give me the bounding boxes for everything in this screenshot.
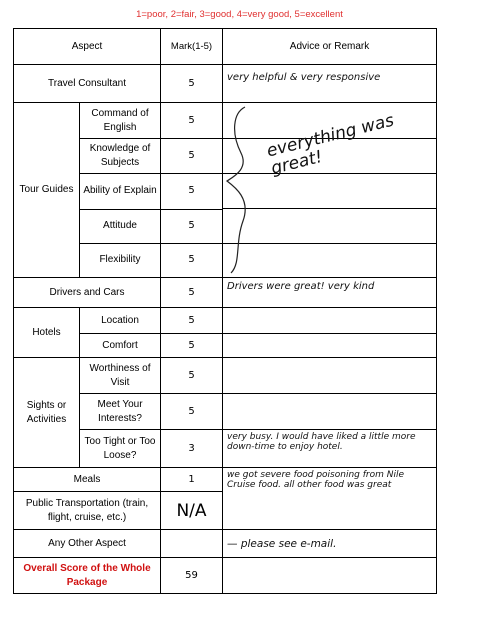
meals-row	[14, 468, 437, 492]
interests-remark	[223, 394, 437, 430]
attitude-mark: 5	[161, 209, 223, 243]
remark-header: Advice or Remark	[223, 29, 437, 65]
hotels-location-row	[14, 308, 437, 334]
meals-remark: we got severe food poisoning from Nile Cruise food. all other food was great	[223, 468, 437, 530]
transport-label: Public Transportation (train, flight, cruise, etc.)	[14, 492, 161, 530]
flexibility-mark: 5	[161, 243, 223, 277]
overall-label: Overall Score of the Whole Package	[14, 558, 161, 594]
travel-consultant-remark: very helpful & very responsive	[223, 65, 437, 103]
flexibility-label: Flexibility	[80, 243, 161, 277]
header-row	[14, 29, 437, 65]
attitude-label: Attitude	[80, 209, 161, 243]
tour-guide-english-row	[14, 103, 437, 139]
english-label: Command of English	[80, 103, 161, 139]
hotels-label: Hotels	[14, 308, 80, 358]
meals-mark: 1	[161, 468, 223, 492]
rating-scale-legend: 1=poor, 2=fair, 3=good, 4=very good, 5=excellent	[136, 9, 343, 20]
english-mark: 5	[161, 103, 223, 139]
comfort-label: Comfort	[80, 334, 161, 358]
worthiness-label: Worthiness of Visit	[80, 358, 161, 394]
other-label: Any Other Aspect	[14, 530, 161, 558]
worthiness-mark: 5	[161, 358, 223, 394]
overall-mark: 59	[161, 558, 223, 594]
travel-consultant-label: Travel Consultant	[14, 65, 161, 103]
interests-mark: 5	[161, 394, 223, 430]
location-label: Location	[80, 308, 161, 334]
tight-remark: very busy. I would have liked a little more down-time to enjoy hotel.	[223, 430, 437, 468]
tour-guides-remark	[223, 103, 437, 278]
overall-remark	[223, 558, 437, 594]
comfort-mark: 5	[161, 334, 223, 358]
worthiness-remark	[223, 358, 437, 394]
explain-mark: 5	[161, 174, 223, 209]
aspect-header: Aspect	[14, 29, 161, 65]
travel-consultant-mark: 5	[161, 65, 223, 103]
meals-label: Meals	[14, 468, 161, 492]
drivers-mark: 5	[161, 278, 223, 308]
sights-label: Sights or Activities	[14, 358, 80, 468]
other-mark	[161, 530, 223, 558]
tight-mark: 3	[161, 430, 223, 468]
comfort-remark	[223, 334, 437, 358]
tight-label: Too Tight or Too Loose?	[80, 430, 161, 468]
sights-worthiness-row	[14, 358, 437, 394]
overall-row	[14, 558, 437, 594]
tour-guides-label: Tour Guides	[14, 103, 80, 278]
other-row	[14, 530, 437, 558]
drivers-remark: Drivers were great! very kind	[223, 278, 437, 308]
knowledge-mark: 5	[161, 139, 223, 174]
drivers-row	[14, 278, 437, 308]
explain-label: Ability of Explain	[80, 174, 161, 209]
drivers-label: Drivers and Cars	[14, 278, 161, 308]
feedback-form-table	[13, 28, 437, 594]
other-remark: — please see e-mail.	[223, 530, 437, 558]
mark-header: Mark(1-5)	[161, 29, 223, 65]
transport-mark: N/A	[161, 492, 223, 530]
location-remark	[223, 308, 437, 334]
location-mark: 5	[161, 308, 223, 334]
brace-mark	[223, 103, 283, 277]
tour-guides-remark-text: everything was great!	[264, 110, 397, 179]
knowledge-label: Knowledge of Subjects	[80, 139, 161, 174]
interests-label: Meet Your Interests?	[80, 394, 161, 430]
travel-consultant-row	[14, 65, 437, 103]
